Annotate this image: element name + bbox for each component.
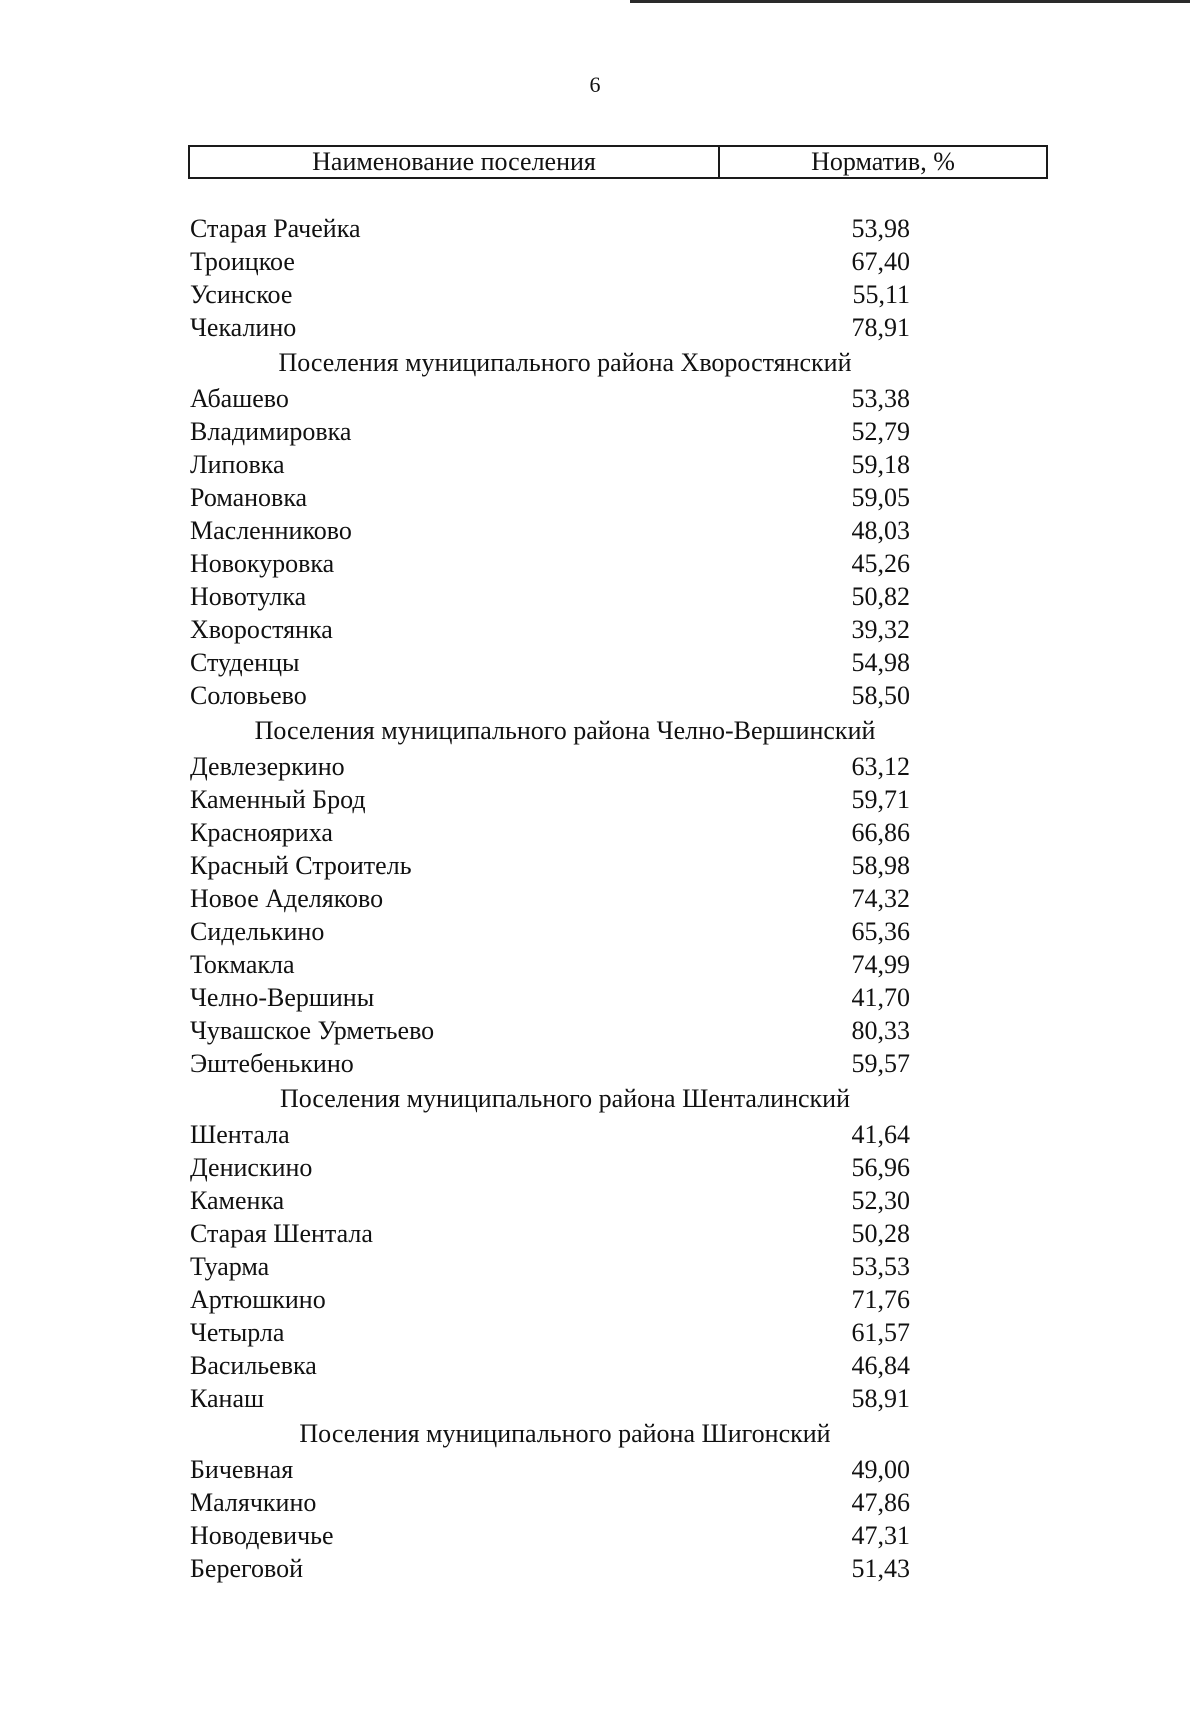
settlement-name: Новокуровка	[190, 549, 335, 578]
norm-value: 61,57	[851, 1318, 910, 1347]
norm-value: 71,76	[851, 1285, 910, 1314]
norm-value: 53,38	[851, 384, 910, 413]
settlement-name: Артюшкино	[190, 1285, 326, 1314]
table-row	[190, 915, 910, 948]
settlement-name: Чувашское Урметьево	[190, 1016, 435, 1045]
settlement-name: Васильевка	[190, 1351, 317, 1380]
norm-value: 53,98	[851, 214, 910, 243]
settlement-name: Четырла	[190, 1318, 285, 1347]
settlement-name: Токмакла	[190, 950, 295, 979]
norm-value: 58,50	[851, 681, 910, 710]
table-row	[190, 1250, 910, 1283]
table-row	[190, 212, 910, 245]
norm-value: 47,31	[851, 1521, 910, 1550]
settlement-name: Бичевная	[190, 1455, 294, 1484]
top-rule	[630, 0, 1190, 3]
settlement-name: Каменный Брод	[190, 785, 366, 814]
norm-value: 56,96	[851, 1153, 910, 1182]
norm-value: 59,57	[851, 1049, 910, 1078]
norm-value: 65,36	[851, 917, 910, 946]
table-row	[190, 580, 910, 613]
table-row	[190, 849, 910, 882]
settlement-name: Студенцы	[190, 648, 300, 677]
settlement-name: Денискино	[190, 1153, 313, 1182]
settlement-name: Малячкино	[190, 1488, 317, 1517]
norm-value: 52,79	[851, 417, 910, 446]
norm-value: 63,12	[851, 752, 910, 781]
norm-value: 67,40	[851, 247, 910, 276]
norm-value: 58,91	[851, 1384, 910, 1413]
table-row	[190, 613, 910, 646]
settlement-name: Чекалино	[190, 313, 297, 342]
table-row	[190, 816, 910, 849]
table-row	[190, 278, 910, 311]
settlement-name: Новодевичье	[190, 1521, 334, 1550]
norm-value: 48,03	[851, 516, 910, 545]
settlement-name: Краснояриха	[190, 818, 333, 847]
table-row	[190, 1014, 910, 1047]
norm-value: 50,28	[851, 1219, 910, 1248]
table-row	[190, 1382, 910, 1415]
norm-value: 80,33	[851, 1016, 910, 1045]
norm-value: 74,99	[851, 950, 910, 979]
table-row	[190, 1047, 910, 1080]
table-row	[190, 1151, 910, 1184]
table-row	[190, 1486, 910, 1519]
settlement-name: Шентала	[190, 1120, 290, 1149]
norm-value: 53,53	[851, 1252, 910, 1281]
norm-value: 45,26	[851, 549, 910, 578]
table-row	[190, 646, 910, 679]
table-row	[190, 514, 910, 547]
district-heading: Поселения муниципального района Хворостянский	[278, 348, 852, 377]
norm-value: 52,30	[851, 1186, 910, 1215]
norm-value: 59,71	[851, 785, 910, 814]
table-row	[190, 547, 910, 580]
settlement-name: Челно-Вершины	[190, 983, 375, 1012]
header-norm-percent: Норматив, %	[811, 147, 955, 176]
settlement-name: Липовка	[190, 450, 285, 479]
settlement-name: Хворостянка	[190, 615, 333, 644]
table-row	[190, 1519, 910, 1552]
norm-value: 47,86	[851, 1488, 910, 1517]
table-header	[188, 145, 1048, 179]
norm-value: 46,84	[851, 1351, 910, 1380]
table-row	[190, 1552, 910, 1585]
norm-value: 39,32	[851, 615, 910, 644]
district-heading: Поселения муниципального района Шигонский	[299, 1419, 831, 1448]
page-number: 6	[589, 72, 601, 97]
norm-value: 58,98	[851, 851, 910, 880]
table-row	[190, 311, 910, 344]
settlement-name: Усинское	[190, 280, 293, 309]
settlement-name: Старая Шентала	[190, 1219, 373, 1248]
norm-value: 59,18	[851, 450, 910, 479]
table-row	[190, 1184, 910, 1217]
norm-value: 66,86	[851, 818, 910, 847]
settlement-name: Романовка	[190, 483, 308, 512]
settlement-name: Сиделькино	[190, 917, 325, 946]
norm-value: 59,05	[851, 483, 910, 512]
table-row	[190, 1316, 910, 1349]
table-row	[190, 415, 910, 448]
table-row	[190, 882, 910, 915]
settlement-name: Новое Аделяково	[190, 884, 384, 913]
table-row	[190, 981, 910, 1014]
table-row	[190, 1217, 910, 1250]
table-row	[190, 783, 910, 816]
settlement-name: Береговой	[190, 1554, 304, 1583]
settlement-name: Соловьево	[190, 681, 307, 710]
settlement-name: Старая Рачейка	[190, 214, 361, 243]
table-row	[190, 948, 910, 981]
settlement-name: Красный Строитель	[190, 851, 412, 880]
norm-value: 41,70	[851, 983, 910, 1012]
norm-value: 50,82	[851, 582, 910, 611]
settlement-name: Абашево	[190, 384, 289, 413]
table-row	[190, 382, 910, 415]
settlement-name: Владимировка	[190, 417, 352, 446]
norm-value: 74,32	[851, 884, 910, 913]
table-row	[190, 1453, 910, 1486]
district-heading: Поселения муниципального района Челно-Вершинский	[254, 716, 876, 745]
settlement-name: Девлезеркино	[190, 752, 345, 781]
table-row	[190, 1118, 910, 1151]
district-heading: Поселения муниципального района Шенталинский	[279, 1084, 851, 1113]
settlement-name: Троицкое	[190, 247, 295, 276]
settlement-name: Новотулка	[190, 582, 307, 611]
settlement-list	[190, 212, 910, 1585]
norm-value: 78,91	[851, 313, 910, 342]
table-row	[190, 679, 910, 712]
norm-value: 41,64	[851, 1120, 910, 1149]
header-settlement-name: Наименование поселения	[190, 147, 720, 177]
norm-value: 51,43	[851, 1554, 910, 1583]
table-row	[190, 481, 910, 514]
settlement-name: Масленниково	[190, 516, 352, 545]
norm-value: 49,00	[851, 1455, 910, 1484]
table-row	[190, 1283, 910, 1316]
settlement-name: Туарма	[190, 1252, 270, 1281]
table-row	[190, 245, 910, 278]
table-row	[190, 1349, 910, 1382]
norm-value: 55,11	[852, 280, 910, 309]
settlement-name: Канаш	[190, 1384, 265, 1413]
table-row	[190, 448, 910, 481]
norm-value: 54,98	[851, 648, 910, 677]
table-row	[190, 750, 910, 783]
settlement-name: Каменка	[190, 1186, 285, 1215]
settlement-name: Эштебенькино	[190, 1049, 354, 1078]
